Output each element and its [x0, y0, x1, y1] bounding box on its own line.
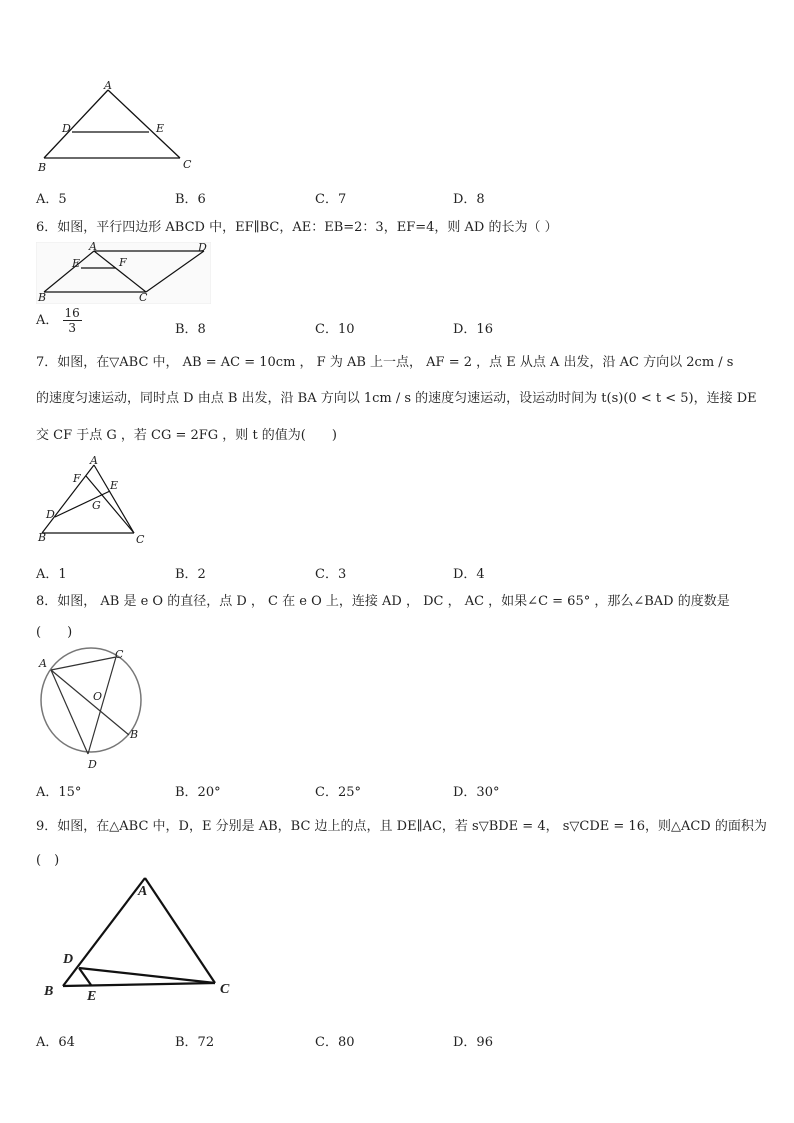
q7-question-line3: 交 CF 于点 G ，若 CG = 2FG ，则 t 的值为( ) — [36, 428, 337, 443]
q5-label-c: C — [183, 158, 192, 171]
q5-label-b: B — [38, 161, 47, 174]
q9-question-line2: ( ) — [36, 853, 60, 868]
q9-option-a: A．64 — [36, 1035, 75, 1050]
q6-option-a-numerator: 16 — [64, 306, 80, 320]
q7-option-c: C．3 — [315, 567, 347, 582]
q6-parallelogram-figure — [36, 242, 211, 304]
q7-question-line1: 7．如图，在▽ABC 中， AB = AC = 10cm ， F 为 AB 上一点， AF = 2 ，点 E 从点 A 出发，沿 AC 方向以 2cm / s — [36, 355, 734, 370]
q5-option-d: D．8 — [453, 192, 485, 207]
q7-option-d: D．4 — [453, 567, 485, 582]
q8-option-a: A．15° — [36, 785, 82, 800]
q8-option-b: B．20° — [175, 785, 221, 800]
q7-label-g: G — [92, 499, 101, 512]
q8-option-d: D．30° — [453, 785, 500, 800]
q8-label-c: C — [115, 648, 124, 661]
q6-option-a — [36, 306, 82, 335]
q9-label-a: A — [138, 884, 148, 899]
q7-label-f: F — [73, 472, 81, 485]
q5-triangle-figure — [30, 78, 200, 178]
q9-label-e: E — [87, 989, 97, 1004]
q6-label-c: C — [139, 291, 148, 304]
q6-option-a-fraction — [63, 306, 82, 335]
q6-option-d: D．16 — [453, 322, 493, 337]
q8-label-d: D — [88, 758, 97, 771]
q7-label-b: B — [38, 531, 47, 544]
q6-option-c: C．10 — [315, 322, 355, 337]
q7-option-b: B．2 — [175, 567, 206, 582]
q6-label-e: E — [72, 257, 81, 270]
q6-label-a: A — [89, 240, 97, 253]
q9-option-c: C．80 — [315, 1035, 355, 1050]
q5-option-a: A．5 — [36, 192, 67, 207]
q7-label-d: D — [46, 508, 55, 521]
q9-option-b: B．72 — [175, 1035, 215, 1050]
q9-question-line1: 9．如图，在△ABC 中，D，E 分别是 AB，BC 边上的点，且 DE∥AC，若 s▽BDE = 4， s▽CDE = 16，则△ACD 的面积为 — [36, 819, 767, 834]
q5-option-c: C．7 — [315, 192, 347, 207]
q8-option-c: C．25° — [315, 785, 361, 800]
q6-label-d: D — [198, 241, 207, 254]
q8-question-line2: ( ) — [36, 625, 73, 640]
q9-option-d: D．96 — [453, 1035, 493, 1050]
q7-label-a: A — [90, 454, 98, 467]
q8-label-b: B — [130, 728, 139, 741]
q9-label-d: D — [63, 952, 74, 967]
q9-label-c: C — [220, 982, 230, 997]
q8-label-o: O — [93, 690, 103, 703]
q8-label-a: A — [39, 657, 47, 670]
q7-option-a: A．1 — [36, 567, 67, 582]
q5-label-a: A — [104, 79, 112, 92]
q5-label-e: E — [156, 122, 165, 135]
q8-circle-figure — [36, 645, 151, 770]
q6-label-f: F — [119, 256, 127, 269]
q6-option-a-prefix: A． — [36, 313, 59, 328]
q6-question-text: 6．如图，平行四边形 ABCD 中，EF∥BC，AE：EB=2：3，EF=4，则 AD 的长为（ ） — [36, 220, 558, 235]
q6-option-b: B．8 — [175, 322, 206, 337]
q8-question-line1: 8．如图， AB 是 e O 的直径，点 D ， C 在 e O 上，连接 AD ， DC ， AC ，如果∠C = 65° ，那么∠BAD 的度数是 — [36, 594, 730, 609]
q7-label-e: E — [110, 479, 119, 492]
q7-label-c: C — [136, 533, 145, 546]
q9-label-b: B — [44, 984, 54, 999]
q6-option-a-denominator: 3 — [68, 321, 76, 335]
q7-question-line2: 的速度匀速运动，同时点 D 由点 B 出发，沿 BA 方向以 1cm / s 的速度匀速运动，设运动时间为 t(s)(0 < t < 5)，连接 DE — [36, 391, 757, 406]
q5-label-d: D — [62, 122, 71, 135]
q6-label-b: B — [38, 291, 47, 304]
q5-option-b: B．6 — [175, 192, 206, 207]
q7-triangle-figure — [36, 455, 146, 545]
